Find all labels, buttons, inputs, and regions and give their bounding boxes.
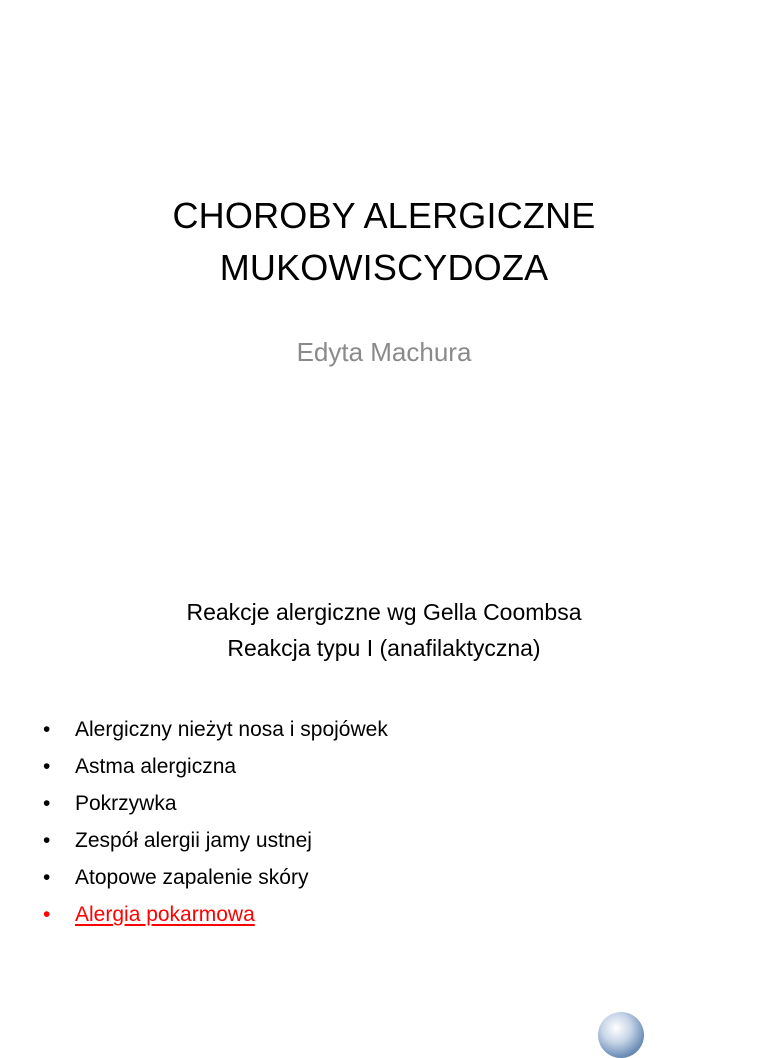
slide-title (0, 190, 768, 294)
bullet-dot: • (43, 792, 51, 815)
list-item (43, 748, 388, 785)
list-item (43, 785, 388, 822)
list-item (43, 859, 388, 896)
list-item (43, 711, 388, 748)
bullet-list (43, 711, 388, 933)
author-name: Edyta Machura (296, 337, 472, 367)
list-item-text: Alergiczny nieżyt nosa i spojówek (75, 718, 388, 741)
list-item-text: Zespół alergii jamy ustnej (75, 829, 312, 852)
globe-icon (598, 1012, 644, 1058)
bullet-dot: • (43, 903, 51, 926)
section-heading-line-1: Reakcje alergiczne wg Gella Coombsa (186, 599, 582, 625)
link-text-alergia-pokarmowa[interactable]: Alergia pokarmowa (75, 903, 255, 926)
list-item-text: Astma alergiczna (75, 755, 237, 778)
bullet-dot: • (43, 866, 51, 889)
bullet-dot: • (43, 718, 51, 741)
section-heading-line-2: Reakcja typu I (anafilaktyczna) (227, 635, 541, 661)
bullet-dot: • (43, 829, 51, 852)
list-item (43, 822, 388, 859)
list-item-text: Pokrzywka (75, 792, 177, 815)
slide-title-line-2: MUKOWISCYDOZA (219, 247, 549, 288)
section-heading (0, 594, 768, 666)
slide-title-line-1: CHOROBY ALERGICZNE (172, 195, 596, 236)
list-item-link[interactable] (43, 896, 388, 933)
list-item-text: Atopowe zapalenie skóry (75, 866, 309, 889)
bullet-dot: • (43, 755, 51, 778)
